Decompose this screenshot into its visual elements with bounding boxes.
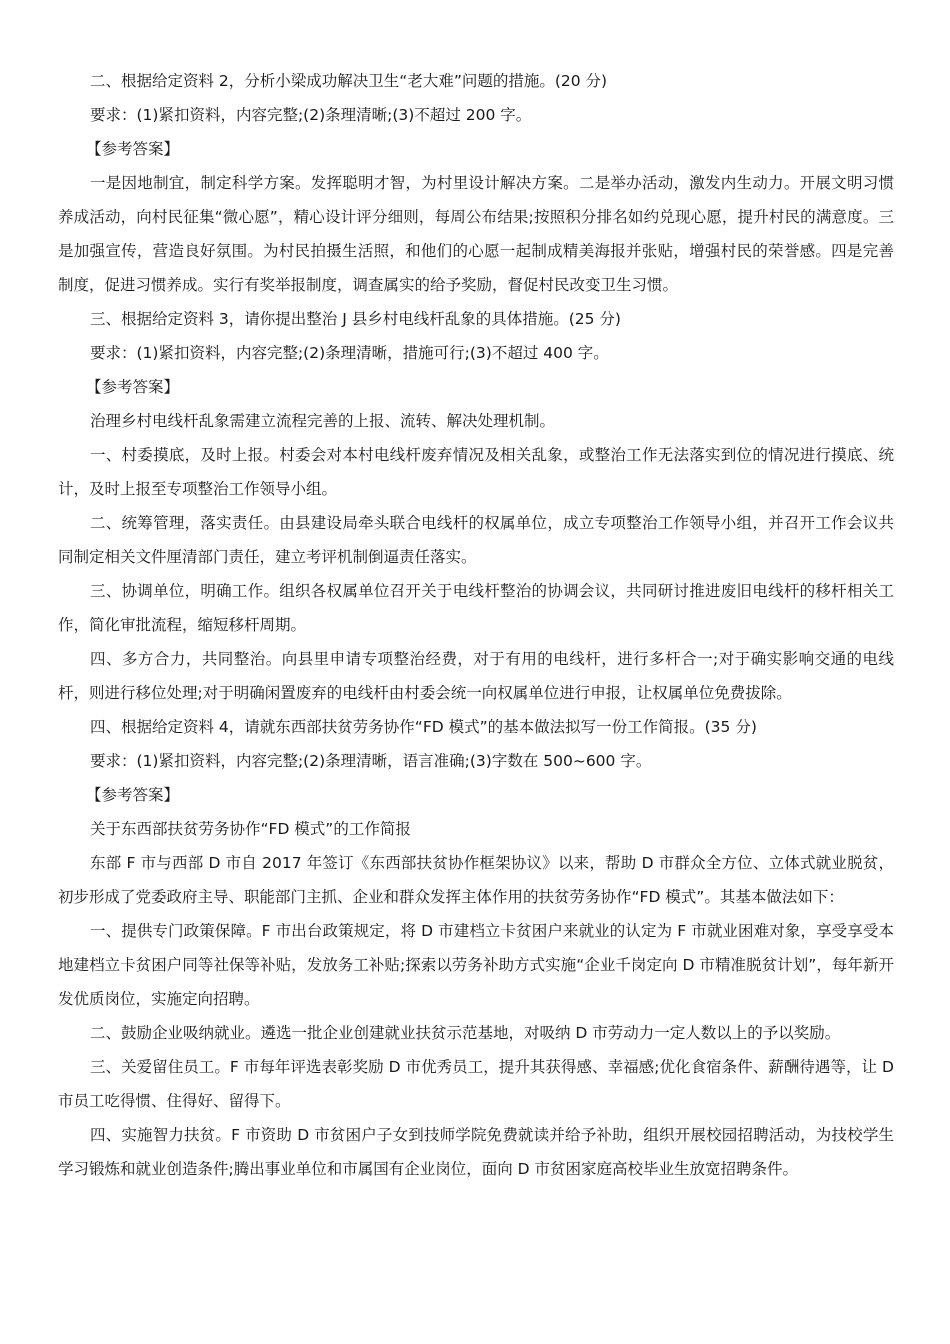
requirement-3: 要求：(1)紧扣资料，内容完整;(2)条理清晰，措施可行;(3)不超过 400 字。 xyxy=(90,344,609,362)
answer-3-point-2: 二、统筹管理，落实责任。由县建设局牵头联合电线杆的权属单位，成立专项整治工作领导小组，并召开工作会议共同制定相关文件厘清部门责任，建立考评机制倒逼责任落实。 xyxy=(58,514,894,566)
answer-3-point-4: 四、多方合力，共同整治。向县里申请专项整治经费，对于有用的电线杆，进行多杆合一;对于确实影响交通的电线杆，则进行移位处理;对于明确闲置废弃的电线杆由村委会统一向权属单位进行申报，让权属单位免费拔除。 xyxy=(58,650,894,702)
question-3: 三、根据给定资料 3，请你提出整治 J 县乡村电线杆乱象的具体措施。(25 分) xyxy=(90,310,621,328)
requirement-4: 要求：(1)紧扣资料，内容完整;(2)条理清晰，语言准确;(3)字数在 500~600 字。 xyxy=(90,752,652,770)
answer-4-point-4: 四、实施智力扶贫。F 市资助 D 市贫困户子女到技师学院免费就读并给予补助，组织开展校园招聘活动，为技校学生学习锻炼和就业创造条件;腾出事业单位和市属国有企业岗位，面向 D 市贫困家庭高校毕业生放宽招聘条件。 xyxy=(58,1126,894,1178)
answer-3-intro: 治理乡村电线杆乱象需建立流程完善的上报、流转、解决处理机制。 xyxy=(90,412,556,430)
question-4: 四、根据给定资料 4，请就东西部扶贫劳务协作“FD 模式”的基本做法拟写一份工作简报。(35 分) xyxy=(90,718,757,736)
answer-4-intro: 东部 F 市与西部 D 市自 2017 年签订《东西部扶贫协作框架协议》以来，帮助 D 市群众全方位、立体式就业脱贫，初步形成了党委政府主导、职能部门主抓、企业和群众发挥主体作用的扶贫劳务协作“FD 模式”。其基本做法如下： xyxy=(58,854,894,906)
answer-3-point-3: 三、协调单位，明确工作。组织各权属单位召开关于电线杆整治的协调会议，共同研讨推进废旧电线杆的移杆相关工作，简化审批流程，缩短移杆周期。 xyxy=(58,582,894,634)
answer-4-point-1: 一、提供专门政策保障。F 市出台政策规定，将 D 市建档立卡贫困户来就业的认定为 F 市就业困难对象，享受享受本地建档立卡贫困户同等社保等补贴，发放务工补贴;探索以劳务补助方式实施“企业千岗定向 D 市精准脱贫计划”，每年新开发优质岗位，实施定向招聘。 xyxy=(58,922,894,1008)
answer-4-title: 关于东西部扶贫劳务协作“FD 模式”的工作简报 xyxy=(90,820,411,838)
answer-4-point-3: 三、关爱留住员工。F 市每年评选表彰奖励 D 市优秀员工，提升其获得感、幸福感;优化食宿条件、薪酬待遇等，让 D 市员工吃得惯、住得好、留得下。 xyxy=(58,1058,894,1110)
answer-2-paragraph: 一是因地制宜，制定科学方案。发挥聪明才智，为村里设计解决方案。二是举办活动，激发内生动力。开展文明习惯养成活动，向村民征集“微心愿”，精心设计评分细则，每周公布结果;按照积分排名如约兑现心愿，提升村民的满意度。三是加强宣传，营造良好氛围。为村民拍摄生活照，和他们的心愿一起制成精美海报并张贴，增强村民的荣誉感。四是完善制度，促进习惯养成。实行有奖举报制度，调查属实的给予奖励，督促村民改变卫生习惯。 xyxy=(58,174,894,294)
answer-3-point-1: 一、村委摸底，及时上报。村委会对本村电线杆废弃情况及相关乱象，或整治工作无法落实到位的情况进行摸底、统计，及时上报至专项整治工作领导小组。 xyxy=(58,446,894,498)
answer-4-point-2: 二、鼓励企业吸纳就业。遴选一批企业创建就业扶贫示范基地，对吸纳 D 市劳动力一定人数以上的予以奖励。 xyxy=(90,1024,841,1042)
requirement-2: 要求：(1)紧扣资料，内容完整;(2)条理清晰;(3)不超过 200 字。 xyxy=(90,106,532,124)
question-2: 二、根据给定资料 2，分析小梁成功解决卫生“老大难”问题的措施。(20 分) xyxy=(90,72,608,90)
document-page xyxy=(58,64,894,1186)
answer-tag-3: 【参考答案】 xyxy=(86,378,180,396)
answer-tag-2: 【参考答案】 xyxy=(86,140,180,158)
answer-tag-4: 【参考答案】 xyxy=(86,786,180,804)
